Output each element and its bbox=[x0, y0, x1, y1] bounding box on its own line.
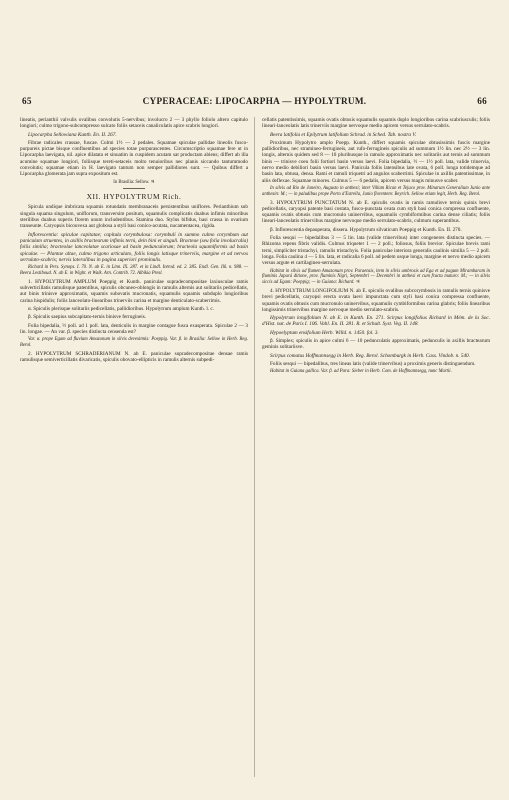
text-paragraph: Folia sesqui — bipedalibus 3 — 5 lin. lata (valide trinervibus) inter congeneres distincta species. — Rhizoma repens fibris validis. Culmus triqueter 1 — 2 poll.; foliosus, foliis brevior. Spiculae brevis rami terni, simpliciter tristachyi, ramulis tristachyis. Folia paniculae interiora generalis caulinis similia 5 — 2 poll. longa. Folia caulina 4 — 5 lin. lata, et radicalia 6 poll. ad pedem usque longa, margine et nervo medio apicem versus argute et cartilagineo-serrulata. bbox=[262, 235, 490, 267]
text-paragraph: α. Spiculis plerisque solitariis pedicellatis, pallidioribus. Hypolytrum amplum Kunth. l. c. bbox=[28, 305, 214, 312]
page-number-left: 65 bbox=[22, 96, 32, 106]
text-paragraph: cellatis patentissimis, squamis ovatis obtusis squamulis squamis duplo longioribus carina scabriusculis; foliis lineari-lanceolatis latis trinerviis margine nervoque medio apicem versus serrulato-scabris. bbox=[262, 117, 490, 130]
right-column bbox=[262, 117, 490, 377]
text-paragraph: Spicula undique imbricata squamis rotundatis membranaceis persistentibus uniflores. Perianthium sub singula squama singulum, uniflorum, transversim positum, squamulis complicatis duabus infimis minoribus sterilibus duabus superis florem unum includentibus. Stamina duo. Stylus bifidus, basi crassa in ovarium transeunte. Caryopsis bicouvexa aut globosa a styli basi conico-acutata, nucamentacea, rigida. bbox=[20, 204, 248, 230]
text-paragraph: Scirpus comatus Hoffmannsegg in Herb. Reg. Berol. Schomburgk in Herb. Cass. Vindob. n. 540. bbox=[270, 352, 470, 359]
text-paragraph: Foliis sesqui — bipedalibus, tres lineas latis (valide trinervibus) a proximis generis distinguendum. bbox=[270, 360, 476, 367]
text-paragraph: Habitat in silvis ad flumen Amazonum prov. Paraensis, item in silvis umbrosis ad Ega et ad pagum Mirambaram in fluminis Japurá ditione, prov. fluminis Nigri, Septembri — Decembri in anthesi et cum fructu maturo: M.; — in silvis siccis ad Egam: Poeppig; — in Guiana: Richard. ♃ bbox=[262, 268, 490, 286]
text-paragraph: 4. HYPOLYTRUM LONGIFOLIUM N. ab E. spiculis ovalibus subcorymbosis in ramulis ternis quinisve brevi pedicellatis, caryopsi erecta ovata laevi impunctata cum styli basi conica compressa confluente, squamis ovatis obtusis cum mucronulo uninervibus, squamulis cymbiformibus carina glabris; foliis linearibus longissimis trinervibus margine nervoque medio serrulato-scabris. bbox=[262, 287, 490, 313]
text-paragraph: Folia bipedalia, ½ poll. ad 1 poll. lata, denticulis in margine contague fusca exasperata. Spiculae 2 — 3 lin. longae. — An var. β. species distincta censenda est? bbox=[20, 322, 248, 335]
text-paragraph: Hypolytrum longifolium N. ab E. in Kunth. En. 271. Scirpus longifolius Richard in Mém. de la Soc. d'Hist. nat. de Paris I. 106. Vahl. En. II. 281. R. et Schult. Syst. Veg. II. 148. bbox=[262, 315, 490, 328]
text-paragraph: lineatis, perianthii valvulis ovalibus convolutis 5-nervibus; involucro 2 — 3 phyllo foliolo altero capitulo longiori; culmo trigono-subcompresso sulcato foliis setaceis canaliculatis apice scabris longiori. bbox=[20, 117, 248, 130]
text-columns bbox=[20, 117, 490, 785]
text-paragraph: Inflorescentia: spiculae capitatae; capitula corymbulosa: corymbuli in summo culmo corymbum aut paniculam struentes, in axillis bractearum infimis terni, dein bini et singuli. Bracteae (seu folia involucralia) foliis similia; bracteolae lanceolatae scariosae ad basin pedunculorum; bracteola squamiformis ad basin spiculae. — Plantae altae, culmo trigono articulato, foliis longis latisque trinerviis, margine et ad nervos serrulato-scabris; nervis lateralibus in pagina superiori prominulis. bbox=[20, 231, 248, 263]
left-column bbox=[20, 117, 248, 365]
running-title: CYPERACEAE: LIPOCARPHA — HYPOLYTRUM. bbox=[142, 96, 367, 106]
text-paragraph: Habitat in Guiana gallica. Var. β. ad Para: Sieber in Herb. Com. de Hoffmannsegg, nunc Martii. bbox=[270, 369, 452, 375]
text-paragraph: 2. HYPOLYTRUM SCHRADERIANUM N. ab E. paniculae supradecompositae densae ramis ramulisque semiverticillatis divaricatis, spiculis obovato-ellipticis in ramulis alternis subpedi- bbox=[20, 350, 248, 363]
text-paragraph: Beera latifolia et Epilytrum latifolium Schrad. in Sched. Tab. nostra V. bbox=[270, 131, 417, 138]
text-paragraph: β. Spiculis saepius subcapitato-ternis binisve ferrugineis. bbox=[28, 314, 147, 321]
text-paragraph: In silvis ad Rio de Janeiro, Augusto in anthesi; inter Villam Rican et Tejuco prov. Minarum Generalium Junio ante anthesin: M.; — in paludibus prope Porto d'Estrella, Junio florentem: Beyrich. Sellow etiam legit, Herb. Reg. Berol. bbox=[262, 185, 490, 197]
section-rule bbox=[123, 188, 145, 189]
text-paragraph: Lipocarpha Sellowiana Kunth. En. II. 267. bbox=[28, 131, 117, 138]
text-paragraph: 1. HYPOLYTRUM AMPLUM Poeppig et Kunth. paniculae supradecompositae laxiusculae ramis subverticillatis ramulisque patentibus, spiculis obcuneo-oblongis in ramulis alternis aut solitariis pedicellatis, aut binis trinisve approximatis, squamis subovatis mucronatis, squamulis squamis subduplo longioribus carina hispidulis; foliis lanceolato-linearibus trinerviis carina et margine denticulato-scaberrimis. bbox=[20, 278, 248, 304]
text-paragraph: β. Inflorescentia depauperata, dissera. Hypolytrum silvaticum Poeppig et Kunth. En. II. 270. bbox=[270, 226, 462, 233]
page-number-right: 66 bbox=[477, 96, 487, 106]
text-paragraph: In Brasilia: Sellow. ♃ bbox=[113, 179, 155, 185]
text-paragraph: 3. HYPOLYTRUM PUNCTATUM N. ab E. spiculis ovatis in ramis ramulisve ternis quinis brevi pedicellatis, caryopsi patente basi costata, fusco-punctata ovata cum styli basi conica compressa confluente, squamis ovatis obtusis cum mucronulo uninervibus, squamulis cymbiformibus carina dense ciliatis; foliis lineari-lanceolatis trinervibus margine nervoque medio serrulato-scabris, culmum superantibus. bbox=[262, 199, 490, 225]
text-paragraph: Var. α. prope Egam ad fluvium Amazonum in silvis devexitmis: Poeppig. Var. β. in Brasilia: Sellow in Herb. Reg. Berol. bbox=[20, 337, 248, 348]
text-paragraph: β. Simplex; spiculis in apice culmi 6 — 10 pedunculatis approximatis, pedunculis in axillis bractearum geminis solitariisve. bbox=[262, 338, 490, 351]
text-paragraph: Richard in Pers. Synops. I. 70. N. ab E. in Linn. IX. 287. et in Lindl. Introd. ed. 2. 385. Endl. Gen. Il6. n. 988. — Beera Lestiboud. N. ab E. in Wight. et Walk. Arn. Contrib. 72. Albikia Presl. bbox=[20, 265, 248, 276]
genus-heading: XII. HYPOLYTRUM Rich. bbox=[86, 192, 182, 202]
running-header bbox=[22, 96, 487, 110]
text-paragraph: Proximum Hypolytro amplo Poepp. Kunth., differt squamis spiculae obtusissimis fuscis margine pallidioribus, nec stramineo-ferrugineis, aut rufo-ferrugineis spiculis ad summum 1½ lin. nec 2½ — 3 lin. longis, alternis quidem sed 8 — 10 pluribusque in ramulo approximatis nec solitariis aut ternis ad summum binis — trinisve coeu folii fortiori basin versus laevi. Folia bipedalia, ½ — 1½ poll. lata, valide trinervia, nervo medio debiliori basin versus laevi. Panicula foliis latensibus late ovata, 6 poll. longa totidemque ad basin lata, obtusa, densa. Rami et ramuli triquetri ad angulos scaberrimi. Spiculae in axillis patentissimae, in aliis deflexae. Squamae minores. Culmus 5 — 6 pedalis, apicem versus magis minusve scaber. bbox=[262, 139, 490, 184]
text-paragraph: Fibrae radicales crassae, fuscae. Culmi 1½ — 2 pedales. Squamae spiculae pallidae lineolis fusco-purpureis pictae bisque confluentibus ad species totae purpurascentes. Circumscriptio squamae fere ut in Lipocarpha laevigata, nil. apice dilatata et sinuatim in cuspidem acutam sat productam abiens; differt ab illa acumine squamae longiori, foliisque tereti-setaceis molto tenuioribus nec planis siccando tantummodo convolutis; squamae etiam in H. laevigato tantum non semper pallidiores sunt. — Quibus differt a Lipocarpha glomerata jam supra expositum est. bbox=[20, 139, 248, 178]
text-paragraph: Hypoelyptum ensifolium Herb. Willd. n. 1450. fol. 3. bbox=[270, 329, 379, 336]
